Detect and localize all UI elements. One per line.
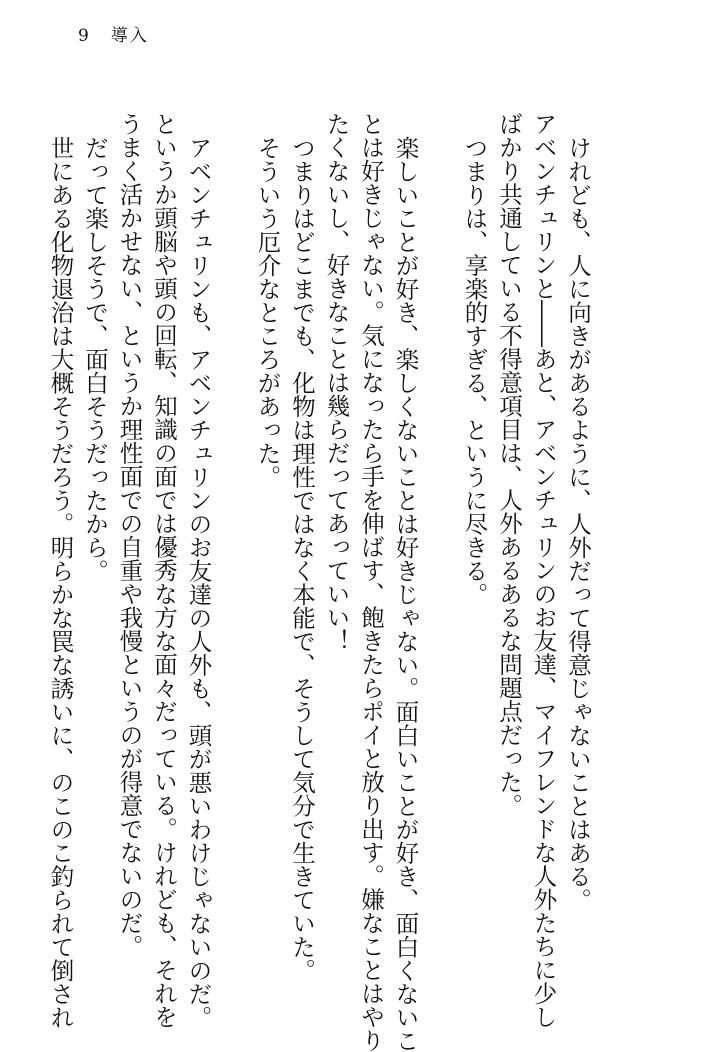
vertical-body-text — [43, 112, 595, 1052]
text-line: というか頭脳や頭の回転、知識の面では優秀な方な面々だっている。けれども、それを — [150, 112, 178, 1029]
text-line: たくないし、好きなことは幾らだってあっていい！ — [322, 112, 351, 653]
text-line: そういう厄介なところがあった。 — [253, 135, 282, 488]
text-line: つまりは、享楽的すぎる、というに尽きる。 — [460, 135, 489, 606]
text-line: アベンチュリンも、アベンチュリンのお友達の人外も、頭が悪いわけじゃないのだ。 — [184, 135, 213, 1029]
text-line: 世にある化物退治は大概そうだろう。明らかな罠な誘いに、のこのこ釣られて倒され — [46, 135, 75, 1029]
text-line: うまく活かせない、というか理性面での自重や我慢というのが得意でないのだ。 — [115, 112, 144, 958]
text-line: アベンチュリンと――あと、アベンチュリンのお友達、マイフレンドな人外たちに少し — [529, 112, 558, 1029]
page-number: 9 — [78, 26, 89, 46]
text-line: ばかり共通している不得意項目は、人外あるあるな問題点だった。 — [495, 112, 523, 817]
text-line: だって楽しそうで、面白そうだったから。 — [81, 135, 109, 582]
text-line: つまりはどこまでも、化物は理性ではなく本能で、そうして気分で生きていた。 — [288, 135, 316, 982]
blank-line — [216, 112, 251, 962]
page-header — [78, 26, 149, 46]
blank-line — [423, 112, 458, 962]
text-line: とは好きじゃない。気になったら手を伸ばす、飽きたらポイと放り出す。嫌なことはやり — [357, 112, 385, 1052]
chapter-title: 導入 — [110, 26, 149, 46]
text-line: 楽しいことが好き、楽しくないことは好きじゃない。面白いことが好き、面白くないこ — [391, 135, 420, 1052]
text-line: けれども、人に向きがあるように、人外だって得意じゃないことはある。 — [564, 135, 592, 911]
